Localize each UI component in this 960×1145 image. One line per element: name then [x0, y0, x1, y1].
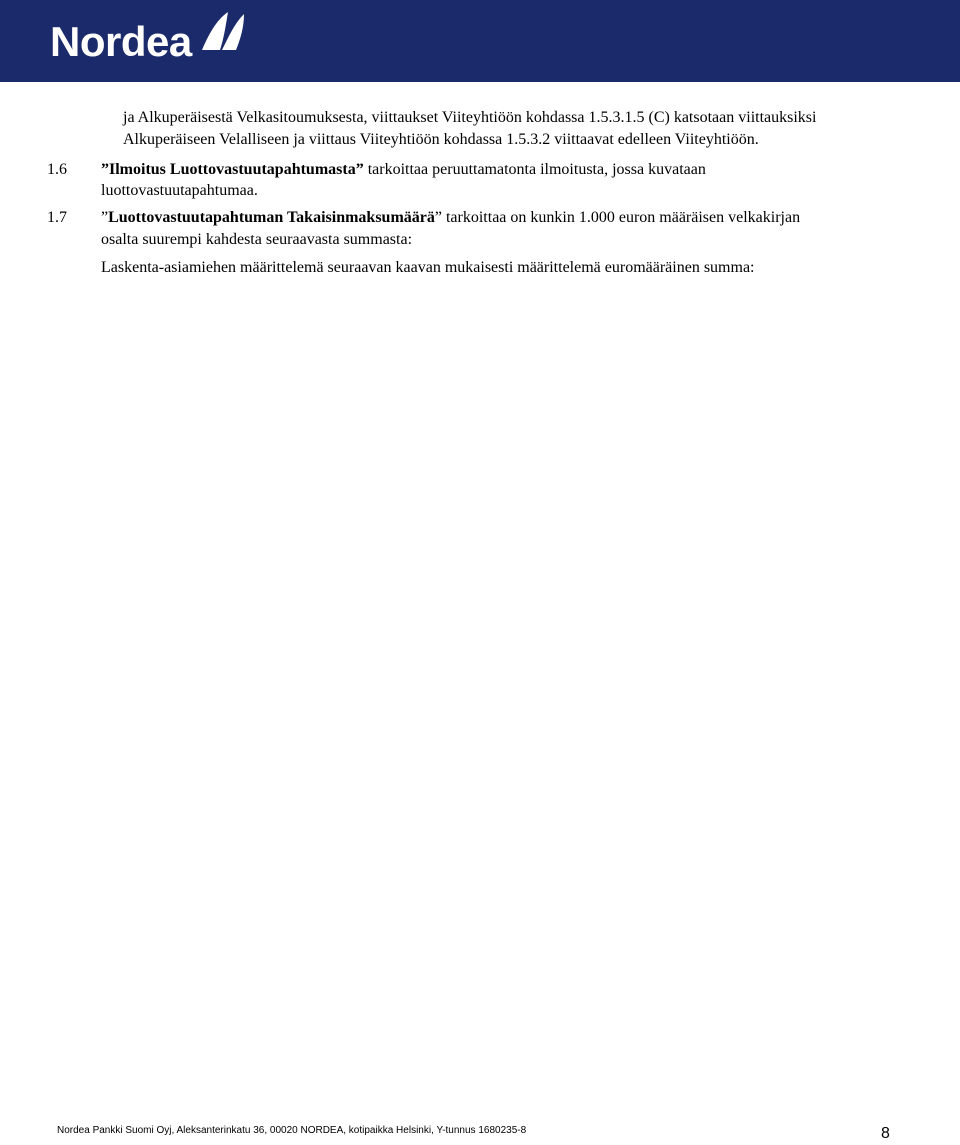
term-close-quote: ” [355, 161, 364, 178]
page-number: 8 [881, 1125, 890, 1142]
section-1-6-line-2: luottovastuutapahtumaa. [101, 182, 258, 199]
section-1-6-line-1 [101, 159, 706, 181]
header-band [0, 0, 960, 82]
section-1-7-line-2: osalta suurempi kahdesta seuraavasta summasta: [101, 231, 413, 248]
section-number-1-7: 1.7 [47, 209, 67, 226]
continuation-line-2: Alkuperäiseen Velalliseen ja viittaus Viiteyhtiöön kohdassa 1.5.3.2 viittaavat edelleen Viiteyhtiöön. [123, 131, 759, 148]
logo-wordmark: Nordea [50, 18, 192, 65]
nordea-logo [50, 14, 246, 64]
term-open-quote: ” [101, 209, 109, 226]
section-1-7-text: tarkoittaa on kunkin 1.000 euron määräisen velkakirjan [441, 209, 801, 226]
sail-icon [198, 10, 246, 52]
term-close-quote: ” [434, 209, 442, 226]
term-luottovastuutapahtuman-takaisinmaksumaara: Luottovastuutapahtuman Takaisinmaksumäärä [108, 209, 435, 226]
section-1-6-text: tarkoittaa peruuttamatonta ilmoitusta, jossa kuvataan [363, 161, 706, 178]
section-1-7-line-1 [101, 207, 800, 229]
section-number-1-6: 1.6 [47, 161, 67, 178]
term-ilmoitus-luottovastuutapahtumasta: Ilmoitus Luottovastuutapahtumasta [109, 161, 356, 178]
calculation-line: Laskenta-asiamiehen määrittelemä seuraavan kaavan mukaisesti määrittelemä euromääräinen summa: [101, 259, 755, 276]
continuation-line-1: ja Alkuperäisestä Velkasitoumuksesta, viittaukset Viiteyhtiöön kohdassa 1.5.3.1.5 (C) katsotaan viittauksiksi [123, 109, 817, 126]
term-open-quote: ” [101, 161, 109, 178]
footer-company-info: Nordea Pankki Suomi Oyj, Aleksanterinkatu 36, 00020 NORDEA, kotipaikka Helsinki, Y-tunnus 1680235-8 [57, 1125, 527, 1136]
